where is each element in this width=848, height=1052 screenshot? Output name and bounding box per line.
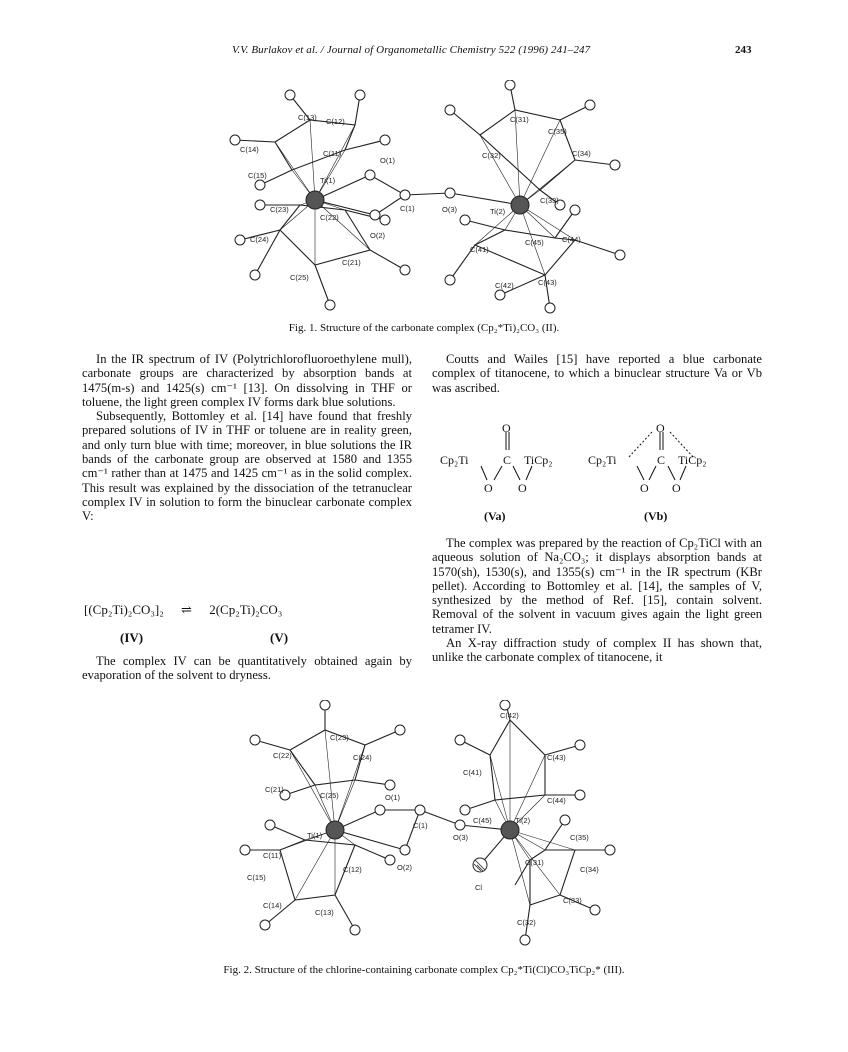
equilibrium-equation [84, 602, 282, 618]
atom-sphere [570, 205, 580, 215]
atom-sphere [395, 725, 405, 735]
bond-line [510, 830, 575, 905]
atom-sphere [400, 265, 410, 275]
atom-sphere [240, 845, 250, 855]
atom-sphere [415, 805, 425, 815]
right-paragraph-2: The complex was prepared by the reaction of Cp₂TiCl with an aqueous solution of Na₂CO₃; it displays absorption bands at 1570(sh), 1530(s), and 1355(s) cm⁻¹ in the IR spectrum (KBr pellet). According to Bottomley et al. [14], the samples of V, synthesized by the method of Ref. [15], contain solvent. Removal of the solvent in vacuum gives again the light green tetramer IV. [432, 536, 762, 636]
atom-sphere [380, 135, 390, 145]
atom-sphere [445, 275, 455, 285]
atom-label: C(1) [400, 204, 415, 213]
atom-sphere [575, 740, 585, 750]
equation-label-v: (V) [270, 630, 289, 645]
left-paragraph-3: The complex IV can be quantitatively obtained again by evaporation of the solvent to dryness. [82, 654, 412, 683]
atom-label: O(1) [385, 793, 400, 802]
bond-line [450, 210, 620, 308]
atom-sphere [400, 190, 410, 200]
vb-bottom-left-oxygen: O [640, 481, 649, 495]
atom-label: C(23) [330, 733, 349, 742]
atom-sphere [590, 905, 600, 915]
atom-label: C(15) [247, 873, 266, 882]
atom-sphere [306, 191, 324, 209]
atom-sphere [400, 845, 410, 855]
atom-sphere [610, 160, 620, 170]
atom-sphere [250, 270, 260, 280]
atom-label: C(25) [290, 273, 309, 282]
atom-sphere [385, 780, 395, 790]
atom-sphere [505, 80, 515, 90]
atom-label: C(34) [580, 865, 599, 874]
atom-label: C(31) [525, 858, 544, 867]
atom-label: C(25) [320, 791, 339, 800]
atom-label: C(12) [326, 117, 345, 126]
page-number: 243 [735, 44, 752, 56]
bond-line [275, 120, 355, 170]
atom-sphere [545, 303, 555, 313]
right-column-bottom [432, 536, 762, 665]
atom-label: C(14) [263, 901, 282, 910]
atom-sphere [370, 210, 380, 220]
bond-line [275, 120, 355, 200]
structure-drawings [432, 420, 762, 530]
atom-sphere [585, 100, 595, 110]
figure-1 [220, 80, 640, 320]
vb-right-group: TiCp₂ [678, 453, 707, 467]
right-column-top [432, 352, 762, 395]
atom-label: C(22) [320, 213, 339, 222]
atom-label: Ti(1) [307, 831, 323, 840]
atom-label: C(13) [315, 908, 334, 917]
atom-sphere [230, 135, 240, 145]
atom-sphere [325, 300, 335, 310]
bond-line [481, 466, 502, 480]
atom-label: C(32) [482, 151, 501, 160]
atom-label: C(41) [463, 768, 482, 777]
atom-label: C(44) [562, 235, 581, 244]
atom-sphere [605, 845, 615, 855]
atom-sphere [375, 805, 385, 815]
atom-label: C(42) [495, 281, 514, 290]
drawing-group [240, 113, 591, 290]
running-title: V.V. Burlakov et al. / Journal of Organometallic Chemistry 522 (1996) 241–247 [232, 44, 591, 56]
atom-label: C(32) [517, 918, 536, 927]
figure-2 [225, 700, 645, 955]
atom-label: C(13) [298, 113, 317, 122]
atom-label: C(31) [510, 115, 529, 124]
atom-sphere [520, 935, 530, 945]
bond-line [475, 230, 575, 275]
atom-sphere [445, 105, 455, 115]
atom-label: Cl [475, 883, 483, 892]
atom-sphere [255, 180, 265, 190]
va-bottom-right-oxygen: O [518, 481, 527, 495]
drawing-group [247, 711, 599, 927]
bond-line [637, 466, 656, 480]
bond-line [628, 432, 652, 458]
atom-sphere [511, 196, 529, 214]
vb-left-group: Cp₂Ti [588, 453, 617, 467]
bond-line [490, 720, 545, 800]
atom-sphere [575, 790, 585, 800]
atom-label: O(2) [397, 863, 412, 872]
figure-2-caption: Fig. 2. Structure of the chlorine-containing carbonate complex Cp₂*Ti(Cl)CO₃TiCp₂* (III). [223, 964, 625, 976]
atom-label: C(11) [323, 149, 342, 158]
equation-left: [(Cp₂Ti)₂CO₃]₂ [84, 602, 164, 617]
left-column [82, 352, 412, 524]
atom-label: Ti(1) [320, 176, 336, 185]
atom-label: C(45) [473, 816, 492, 825]
atom-label: O(2) [370, 231, 385, 240]
atom-label: C(23) [270, 205, 289, 214]
atom-sphere [385, 855, 395, 865]
atom-label: C(15) [248, 171, 267, 180]
atom-label: C(1) [413, 821, 428, 830]
left-paragraph-1: In the IR spectrum of IV (Polytrichlorofluoroethylene mull), carbonate groups are characterized by absorption bands at 1475(m-s) and 1425(s) cm⁻¹ [13]. On dissolving in THF or toluene, the light green complex IV forms dark blue solutions. [82, 352, 412, 409]
figure-1-molecule-drawing [220, 80, 640, 320]
atom-sphere [560, 815, 570, 825]
va-left-group: Cp₂Ti [440, 453, 469, 467]
atom-label: C(24) [353, 753, 372, 762]
atom-sphere [326, 821, 344, 839]
bond-line [490, 720, 545, 830]
atom-label: C(24) [250, 235, 269, 244]
atom-label: C(42) [500, 711, 519, 720]
atom-label: O(3) [453, 833, 468, 842]
equation-label-iv: (IV) [120, 630, 144, 645]
equation-right: 2(Cp₂Ti)₂CO₃ [209, 602, 283, 617]
right-paragraph-1: Coutts and Wailes [15] have reported a blue carbonate complex of titanocene, to which a binuclear structure Va or Vb was ascribed. [432, 352, 762, 395]
atom-label: C(21) [342, 258, 361, 267]
bond-line [280, 200, 370, 265]
figure-2-molecule-drawing [225, 700, 645, 955]
atom-sphere [260, 920, 270, 930]
atom-label: C(35) [570, 833, 589, 842]
atom-label: C(11) [263, 851, 282, 860]
atom-label: C(45) [525, 238, 544, 247]
atom-label: C(35) [548, 127, 567, 136]
atom-label: C(21) [265, 785, 284, 794]
va-right-group: TiCp₂ [524, 453, 553, 467]
vb-top-oxygen: O [656, 421, 665, 435]
va-bottom-left-oxygen: O [484, 481, 493, 495]
drawing-group [245, 700, 610, 940]
atom-label: C(33) [540, 196, 559, 205]
atom-sphere [265, 820, 275, 830]
atom-sphere [460, 215, 470, 225]
atom-sphere [235, 235, 245, 245]
atom-sphere [445, 188, 455, 198]
atom-sphere [500, 700, 510, 710]
atom-label: Ti(2) [490, 207, 506, 216]
bond-line [513, 466, 532, 480]
atom-label: O(1) [380, 156, 395, 165]
atom-label: Ti(2) [515, 816, 531, 825]
atom-sphere [365, 170, 375, 180]
atom-label: C(22) [273, 751, 292, 760]
vb-center-carbon: C [657, 453, 666, 467]
atom-label: C(14) [240, 145, 259, 154]
atom-sphere [255, 200, 265, 210]
atom-label: C(33) [563, 896, 582, 905]
atom-label: C(44) [547, 796, 566, 805]
atom-sphere [285, 90, 295, 100]
atom-sphere [455, 735, 465, 745]
left-column-end [82, 654, 412, 683]
atom-sphere [455, 820, 465, 830]
va-center-carbon: C [503, 453, 512, 467]
atom-label: C(12) [343, 865, 362, 874]
atom-sphere [495, 290, 505, 300]
atom-sphere [350, 925, 360, 935]
right-paragraph-3: An X-ray diffraction study of complex II has shown that, unlike the carbonate complex of titanocene, it [432, 636, 762, 665]
bond-line [255, 700, 400, 795]
atom-label: C(43) [547, 753, 566, 762]
atom-sphere [355, 90, 365, 100]
figure-1-caption: Fig. 1. Structure of the carbonate complex (Cp₂*Ti)₂CO₃ (II). [288, 322, 560, 334]
structures-va-vb [432, 420, 762, 530]
atom-sphere [615, 250, 625, 260]
running-header [0, 44, 848, 64]
atom-sphere [460, 805, 470, 815]
atom-label: C(43) [538, 278, 557, 287]
equilibrium-arrow: ⇌ [181, 602, 192, 617]
atom-sphere [320, 700, 330, 710]
atom-sphere [380, 215, 390, 225]
bond-line [668, 466, 686, 480]
vb-label: (Vb) [644, 509, 668, 523]
atom-label: C(34) [572, 149, 591, 158]
atom-sphere [250, 735, 260, 745]
vb-bottom-right-oxygen: O [672, 481, 681, 495]
atom-label: C(41) [470, 245, 489, 254]
left-paragraph-2: Subsequently, Bottomley et al. [14] have found that freshly prepared solutions of IV in THF or toluene are in reality green, and only turn blue with time; moreover, in blue solutions the IR bands of the carbonate group are observed at 1580 and 1355 cm⁻¹ rather than at 1475 and 1425 cm⁻¹ as in the solid complex. This result was explained by the dissociation of the tetranuclear complex IV in solution to form the binuclear carbonate complex V: [82, 409, 412, 524]
atom-label: O(3) [442, 205, 457, 214]
va-top-oxygen: O [502, 421, 511, 435]
va-label: (Va) [484, 509, 506, 523]
